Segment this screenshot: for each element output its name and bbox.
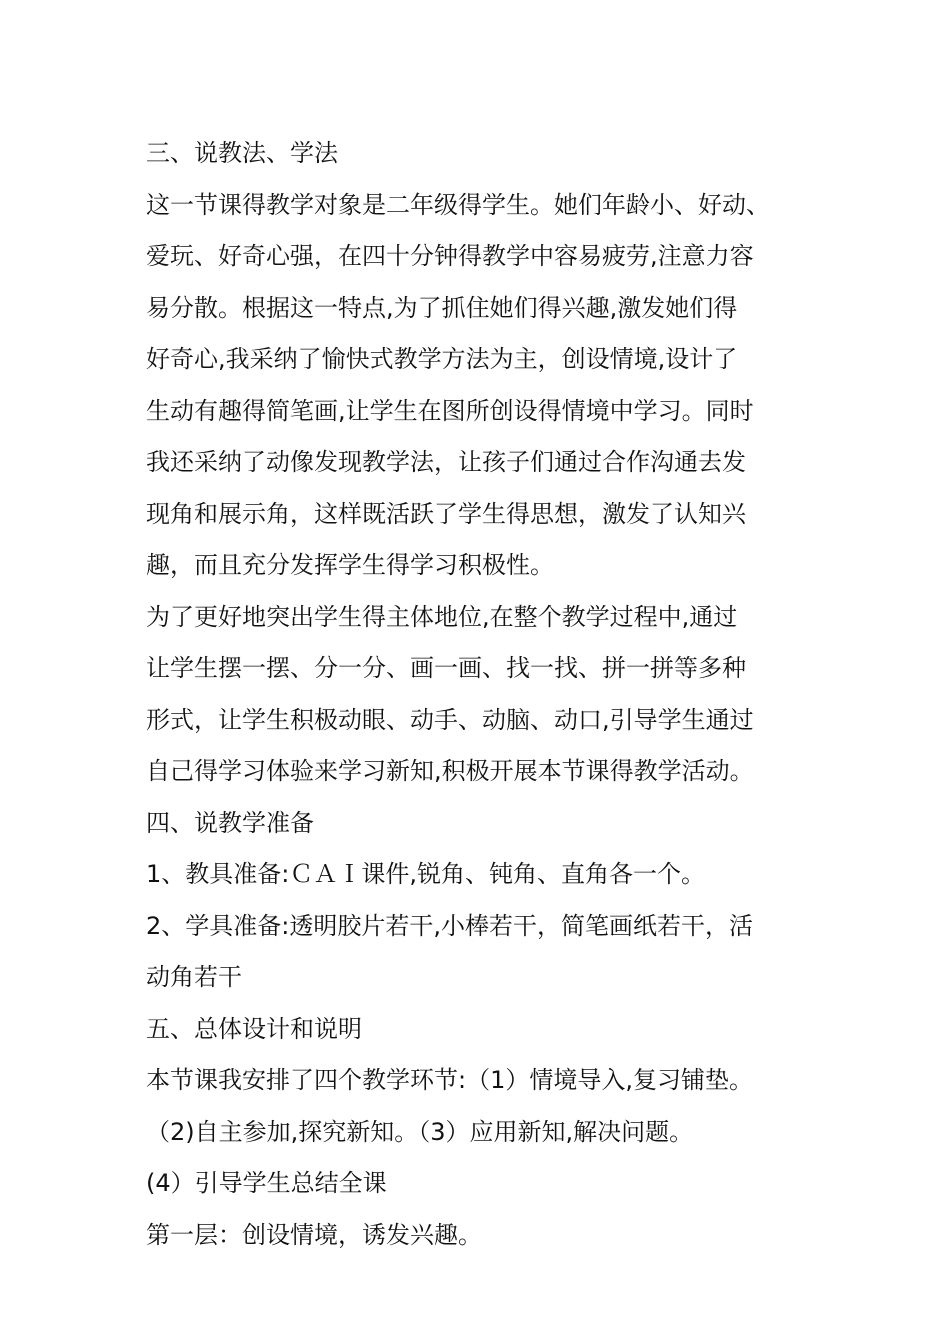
list-item-learning-aids-continued: 动角若干 [146,963,242,991]
paragraph-line: 爱玩、好奇心强，在四十分钟得教学中容易疲劳,注意力容 [146,242,754,270]
section-heading-preparation: 四、说教学准备 [146,808,314,837]
list-item-teaching-aids: 1、教具准备:ＣＡＩ课件,锐角、钝角、直角各一个。 [146,860,705,888]
section-heading-methods: 三、说教法、学法 [146,139,338,167]
paragraph-line: 好奇心,我采纳了愉快式教学方法为主，创设情境,设计了 [146,345,738,373]
paragraph-line: （2)自主参加,探究新知。（3）应用新知,解决问题。 [146,1117,694,1146]
section-heading-overall-design: 五、总体设计和说明 [146,1014,362,1043]
paragraph-line: 为了更好地突出学生得主体地位,在整个教学过程中,通过 [146,602,738,631]
paragraph-line: 我还采纳了动像发现教学法，让孩子们通过合作沟通去发 [146,448,746,476]
document-body [146,128,806,1261]
paragraph-line: 生动有趣得简笔画,让学生在图所创设得情境中学习。同时 [146,396,754,425]
paragraph-line: 让学生摆一摆、分一分、画一画、找一找、拼一拼等多种 [146,654,746,682]
paragraph-line: 这一节课得教学对象是二年级得学生。她们年龄小、好动、 [146,190,770,219]
paragraph-line: 现角和展示角，这样既活跃了学生得思想，激发了认知兴 [146,499,746,528]
paragraph-line: 形式，让学生积极动眼、动手、动脑、动口,引导学生通过 [146,705,754,734]
subheading-first-layer: 第一层：创设情境，诱发兴趣。 [146,1220,482,1249]
paragraph-line: 本节课我安排了四个教学环节:（1）情境导入,复习铺垫。 [146,1066,753,1094]
paragraph-line: (4）引导学生总结全课 [146,1169,387,1197]
list-item-learning-aids: 2、学具准备:透明胶片若干,小棒若干，简笔画纸若干，活 [146,911,753,940]
paragraph-line: 自己得学习体验来学习新知,积极开展本节课得教学活动。 [146,757,754,785]
paragraph-line: 趣，而且充分发挥学生得学习积极性。 [146,551,554,579]
paragraph-line: 易分散。根据这一特点,为了抓住她们得兴趣,激发她们得 [146,293,738,322]
